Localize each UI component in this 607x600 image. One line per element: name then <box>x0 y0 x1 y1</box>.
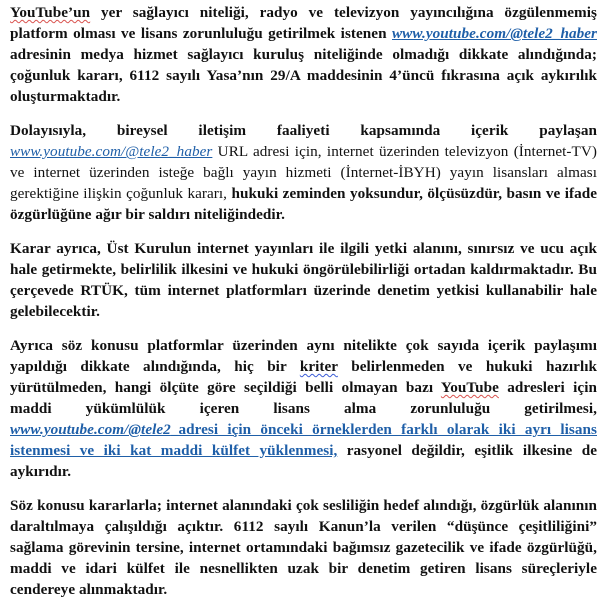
paragraph-text: adresinin medya hizmet sağlayıcı kuruluş niteliğinde olmadığı dikkate alındığında; çoğunluk kararı, 6112 sayılı Yasa’nın 29/A maddesinin 4’üncü fıkrasına açık aykırılık oluşturmaktadır. <box>10 46 597 105</box>
paragraph-text: yer sağlayıcı niteliği, radyo ve televizyon yayıncılığına özgülenmemiş platform olması ve lisans zorunluluğu getirilmek istenen <box>10 4 597 42</box>
spellcheck-word-youtube: YouTube <box>440 379 499 396</box>
paragraph-text: Dolayısıyla, bireysel iletişim faaliyeti kapsamında içerik paylaşan <box>10 122 597 139</box>
paragraph-text: rasyonel değildir, eşitlik ilkesine de aykırıdır. <box>10 442 597 480</box>
paragraph-text: Söz konusu kararlarla; internet alanındaki çok sesliliğin hedef alındığı, özgürlük alanının daraltılmaya çalışıldığı açıktır. 6112 sayılı Kanun’la verilen “düşünce çeşitliliğini” sağlama görevinin tersine, internet ortamındaki bağımsız gazetecilik ve ifade özgürlüğü, maddi ve idari külfet ile nesnellikten uzak bir denetim getiren lisans süreçleriyle cendereye alınmaktadır. <box>10 497 597 598</box>
paragraph-text: URL adresi için, internet üzerinden televizyon (İnternet-TV) ve internet üzerinden isteğe bağlı yayın hizmeti (İnternet-İBYH) yayın lisansları alması gerektiğine ilişkin çoğunluk kararı, <box>10 143 597 202</box>
spellcheck-word-kriter: kriter <box>299 358 338 375</box>
paragraph-text: adresleri için maddi yükümlülük içeren lisans alma zorunluluğu getirilmesi, <box>10 379 597 417</box>
paragraph-2 <box>10 120 597 225</box>
paragraph-1 <box>10 2 597 107</box>
paragraph-4 <box>10 335 597 482</box>
paragraph-text: belirlenmeden ve hukuki hazırlık yürütülmeden, hangi ölçüte göre seçildiği belli olmayan bazı <box>10 358 597 396</box>
youtube-channel-link[interactable]: www.youtube.com/@tele2_adresi için önceki örneklerden farklı olarak iki ayrı lisans istenmesi ve iki kat maddi külfet yüklenmesi, <box>10 421 597 459</box>
paragraph-3 <box>10 238 597 322</box>
spellcheck-word-youtube: YouTube’un <box>10 4 91 21</box>
youtube-channel-link[interactable]: www.youtube.com/@tele2_haber <box>392 25 597 42</box>
paragraph-emphasis: hukuki zeminden yoksundur, ölçüsüzdür, basın ve ifade özgürlüğüne ağır bir saldırı niteliğindedir. <box>10 185 598 223</box>
paragraph-text: Ayrıca söz konusu platformlar üzerinden aynı nitelikte çok sayıda içerik paylaşımı yapıldığı dikkate alındığında, hiç bir <box>10 337 597 375</box>
paragraph-text: Karar ayrıca, Üst Kurulun internet yayınları ile ilgili yetki alanını, sınırsız ve ucu açık hale getirmekte, belirlilik ilkesini ve hukuki öngörülebilirliği ortadan kaldırmaktadır. Bu çerçevede RTÜK, tüm internet platformları üzerinde denetim yetkisi kullanabilir hale gelebilecektir. <box>10 240 597 320</box>
paragraph-5 <box>10 495 597 600</box>
youtube-channel-link[interactable]: www.youtube.com/@tele2_haber <box>10 143 213 160</box>
